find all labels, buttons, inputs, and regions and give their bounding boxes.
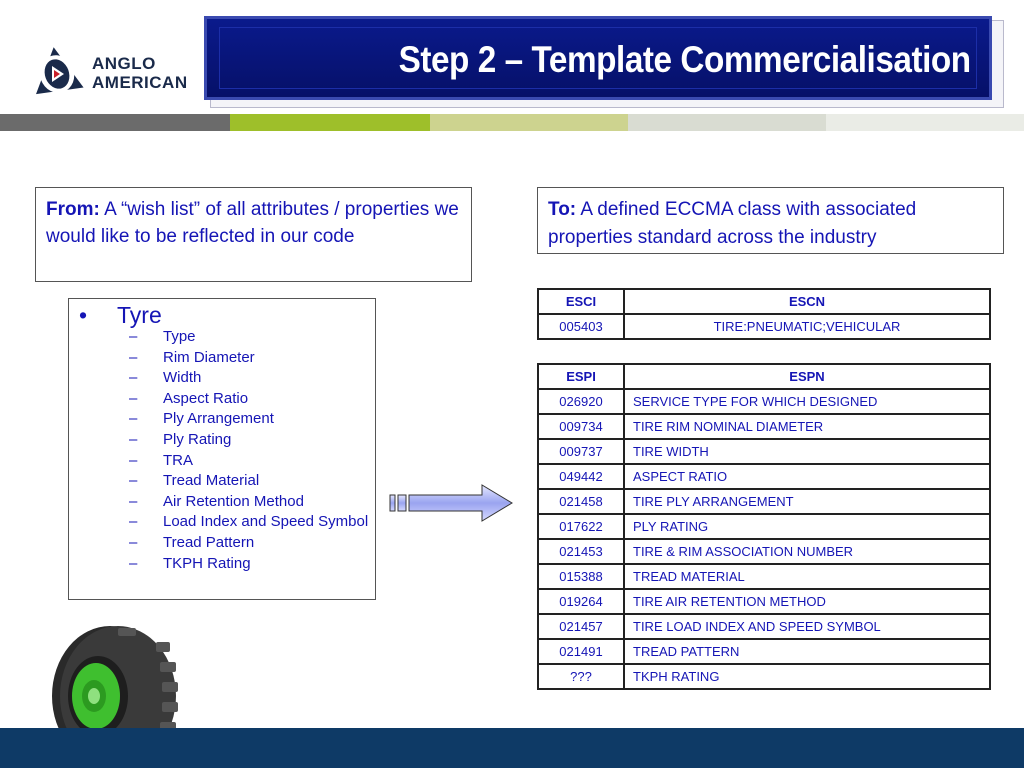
property-table-name-cell: TIRE LOAD INDEX AND SPEED SYMBOL	[624, 614, 990, 639]
property-table-row	[538, 389, 990, 414]
property-table-code-cell: ???	[538, 664, 624, 689]
class-table-header-name: ESCN	[624, 289, 990, 314]
property-table-code-cell: 019264	[538, 589, 624, 614]
tyre-attribute-item	[129, 329, 375, 345]
from-callout	[35, 187, 472, 282]
tyre-attribute-label: Ply Arrangement	[163, 410, 274, 428]
dash-bullet-icon: –	[129, 492, 138, 510]
tyre-attribute-item	[129, 494, 375, 510]
tyre-attribute-label: Type	[163, 328, 196, 345]
dash-bullet-icon: –	[129, 328, 138, 345]
property-table-code-cell: 009734	[538, 414, 624, 439]
tyre-attribute-item	[129, 370, 375, 386]
dash-bullet-icon: –	[129, 451, 138, 469]
property-table-name-cell: ASPECT RATIO	[624, 464, 990, 489]
dash-bullet-icon: –	[129, 472, 138, 490]
tyre-sub-list	[79, 329, 375, 572]
tyre-attribute-label: TKPH Rating	[163, 554, 251, 572]
from-label: From:	[46, 199, 100, 220]
tyre-attribute-item	[129, 391, 375, 407]
property-table-code-cell: 009737	[538, 439, 624, 464]
property-table-code-cell: 021458	[538, 489, 624, 514]
dash-bullet-icon: –	[129, 369, 138, 387]
dash-bullet-icon: –	[129, 513, 138, 531]
tyre-attribute-label: TRA	[163, 451, 193, 469]
right-arrow-icon	[388, 484, 514, 522]
tyre-attribute-item	[129, 535, 375, 551]
property-table-row	[538, 639, 990, 664]
to-text: A defined ECCMA class with associated properties standard across the industry	[548, 199, 917, 248]
property-table-code-cell: 026920	[538, 389, 624, 414]
property-table-row	[538, 489, 990, 514]
property-table-code-cell: 015388	[538, 564, 624, 589]
tyre-attribute-list	[68, 298, 376, 600]
tyre-attribute-item	[129, 556, 375, 572]
property-table	[537, 363, 991, 690]
class-table-row	[538, 314, 990, 339]
color-band-segment	[826, 114, 1024, 131]
property-table-row	[538, 414, 990, 439]
property-table-row	[538, 664, 990, 689]
tyre-attribute-label: Ply Rating	[163, 430, 232, 448]
property-table-row	[538, 614, 990, 639]
property-table-code-cell: 021453	[538, 539, 624, 564]
property-table-name-cell: TIRE PLY ARRANGEMENT	[624, 489, 990, 514]
tyre-attribute-item	[129, 350, 375, 366]
tyre-attribute-item	[129, 473, 375, 489]
property-table-code-cell: 021457	[538, 614, 624, 639]
property-table-name-cell: TREAD PATTERN	[624, 639, 990, 664]
property-table-name-cell: SERVICE TYPE FOR WHICH DESIGNED	[624, 389, 990, 414]
tyre-attribute-label: Tread Pattern	[163, 533, 255, 551]
to-callout	[537, 187, 1004, 254]
property-table-row	[538, 589, 990, 614]
tyre-attribute-label: Rim Diameter	[163, 348, 255, 366]
property-table-row	[538, 564, 990, 589]
tyre-attribute-label: Width	[163, 369, 202, 387]
tyre-attribute-item	[129, 514, 375, 530]
dash-bullet-icon: –	[129, 554, 138, 572]
tyre-attribute-item	[129, 453, 375, 469]
class-table-header-row	[538, 289, 990, 314]
tyre-attribute-label: Tread Material	[163, 472, 260, 490]
property-table-name-cell: TIRE WIDTH	[624, 439, 990, 464]
property-table-row	[538, 439, 990, 464]
property-table-name-cell: TIRE AIR RETENTION METHOD	[624, 589, 990, 614]
property-table-code-cell: 017622	[538, 514, 624, 539]
dash-bullet-icon: –	[129, 389, 138, 407]
dash-bullet-icon: –	[129, 430, 138, 448]
property-table-name-cell: TREAD MATERIAL	[624, 564, 990, 589]
property-table-row	[538, 539, 990, 564]
to-label: To:	[548, 199, 577, 220]
dash-bullet-icon: –	[129, 410, 138, 428]
tyre-attribute-label: Air Retention Method	[163, 492, 304, 510]
color-band-segment	[230, 114, 430, 131]
property-table-header-name: ESPN	[624, 364, 990, 389]
logo-text-line1: ANGLO	[92, 54, 156, 73]
tyre-attribute-label: Aspect Ratio	[163, 389, 249, 407]
dash-bullet-icon: –	[129, 348, 138, 366]
tyre-attribute-item	[129, 411, 375, 427]
anglo-american-logo	[30, 44, 200, 100]
title-banner	[204, 16, 992, 100]
tyre-attribute-label: Load Index and Speed Symbol	[163, 513, 369, 531]
class-table-name-cell: TIRE:PNEUMATIC;VEHICULAR	[624, 314, 990, 339]
property-table-name-cell: TIRE RIM NOMINAL DIAMETER	[624, 414, 990, 439]
property-table-row	[538, 464, 990, 489]
property-table-code-cell: 021491	[538, 639, 624, 664]
property-table-code-cell: 049442	[538, 464, 624, 489]
property-table-name-cell: TKPH RATING	[624, 664, 990, 689]
footer-bar	[0, 728, 1024, 768]
class-table	[537, 288, 991, 340]
class-table-code-cell: 005403	[538, 314, 624, 339]
logo-text-line2: AMERICAN	[92, 73, 188, 92]
property-table-header-row	[538, 364, 990, 389]
dash-bullet-icon: –	[129, 533, 138, 551]
property-table-header-code: ESPI	[538, 364, 624, 389]
color-band-segment	[628, 114, 826, 131]
tyre-heading-text: Tyre	[117, 302, 162, 328]
color-band-segment	[0, 114, 230, 131]
from-text: A “wish list” of all attributes / properties we would like to be reflected in our code	[46, 199, 459, 247]
tyre-heading	[79, 301, 375, 329]
property-table-row	[538, 514, 990, 539]
property-table-name-cell: TIRE & RIM ASSOCIATION NUMBER	[624, 539, 990, 564]
logo-emblem-icon	[30, 44, 84, 98]
property-table-name-cell: PLY RATING	[624, 514, 990, 539]
class-table-header-code: ESCI	[538, 289, 624, 314]
color-band-segment	[430, 114, 628, 131]
page-title: Step 2 – Template Commercialisation	[398, 39, 971, 80]
bullet-icon: •	[79, 302, 88, 328]
tyre-attribute-item	[129, 432, 375, 448]
